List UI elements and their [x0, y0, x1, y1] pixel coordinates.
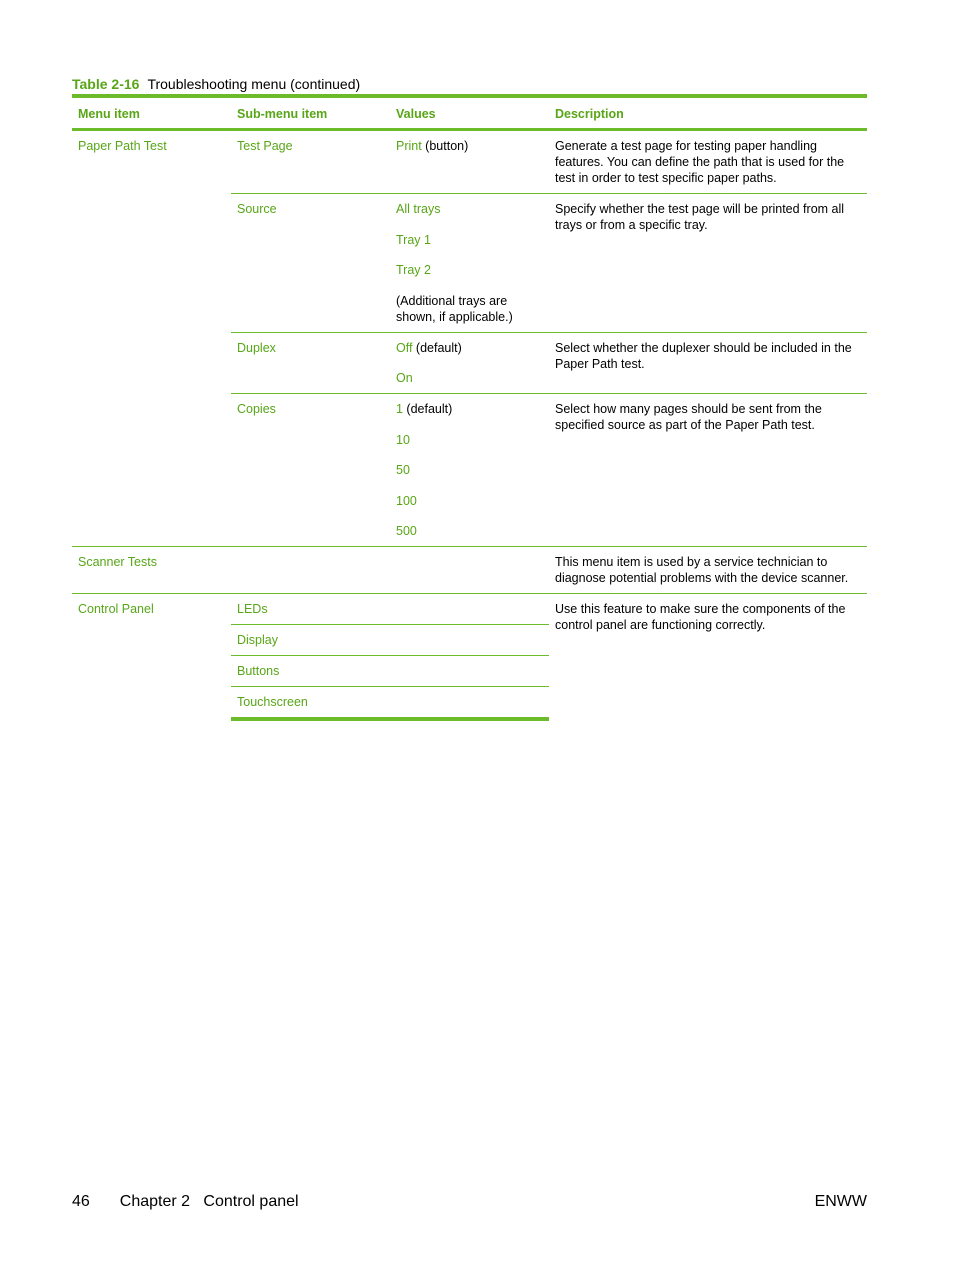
- value-cell: [390, 394, 549, 547]
- value-1-link[interactable]: 1: [396, 402, 403, 416]
- value-print-link[interactable]: Print: [396, 139, 422, 153]
- sub-duplex[interactable]: Duplex: [231, 332, 390, 394]
- value-1-default: (default): [402, 402, 453, 416]
- table-header-row: [72, 96, 867, 130]
- menu-paper-path-test[interactable]: Paper Path Test: [72, 130, 231, 547]
- description-copies: Select how many pages should be sent from the specified source as part of the Paper Path test.: [549, 394, 867, 547]
- value-cell: [390, 194, 549, 333]
- sub-source[interactable]: Source: [231, 194, 390, 333]
- menu-scanner-tests[interactable]: Scanner Tests: [72, 547, 231, 594]
- empty-cell: [390, 687, 549, 720]
- value-50[interactable]: 50: [396, 463, 410, 477]
- description-test-page: Generate a test page for testing paper handling features. You can define the path that is used for the test in order to test specific paper paths.: [549, 130, 867, 194]
- sub-copies[interactable]: Copies: [231, 394, 390, 547]
- empty-cell: [390, 547, 549, 594]
- sub-touchscreen[interactable]: Touchscreen: [231, 687, 390, 720]
- value-100[interactable]: 100: [396, 493, 417, 508]
- header-sub-menu-item: Sub-menu item: [237, 107, 328, 121]
- menu-control-panel[interactable]: Control Panel: [78, 602, 154, 616]
- footer-enww: ENWW: [814, 1193, 867, 1210]
- value-cell: [390, 332, 549, 394]
- value-off-link[interactable]: Off: [396, 340, 413, 355]
- table-row: [72, 594, 867, 625]
- value-on[interactable]: On: [396, 371, 413, 385]
- page-footer: [72, 1192, 867, 1212]
- sub-display[interactable]: Display: [231, 625, 390, 656]
- empty-cell: [390, 656, 549, 687]
- table-title: Troubleshooting menu (continued): [147, 76, 361, 92]
- value-10[interactable]: 10: [396, 432, 410, 447]
- sub-leds[interactable]: LEDs: [231, 594, 390, 625]
- value-cell: [390, 130, 549, 194]
- chapter-title: Chapter 2 Control panel: [119, 1193, 299, 1210]
- value-500[interactable]: 500: [396, 524, 417, 538]
- value-tray-1[interactable]: Tray 1: [396, 232, 431, 247]
- description-scanner-tests: This menu item is used by a service technician to diagnose potential problems with the device scanner.: [549, 547, 867, 594]
- value-print-note: (button): [421, 139, 469, 153]
- value-tray-2[interactable]: Tray 2: [396, 263, 431, 277]
- value-all-trays[interactable]: All trays: [396, 202, 441, 216]
- table-row: [72, 130, 867, 194]
- page-number: 46: [72, 1193, 90, 1210]
- sub-test-page[interactable]: Test Page: [231, 130, 390, 194]
- description-source: Specify whether the test page will be printed from all trays or from a specific tray.: [549, 194, 867, 333]
- header-values: Values: [396, 107, 436, 121]
- empty-cell: [231, 547, 390, 594]
- value-off-default: (default): [412, 340, 462, 355]
- table-caption: [72, 75, 360, 93]
- table-number: Table 2-16: [72, 76, 140, 92]
- table-row: [72, 547, 867, 594]
- header-menu-item: Menu item: [78, 107, 140, 121]
- troubleshooting-table: [72, 94, 867, 721]
- header-description: Description: [555, 107, 624, 121]
- description-control-panel: Use this feature to make sure the components of the control panel are functioning correctly.: [555, 602, 846, 632]
- value-additional-trays-note: (Additional trays are shown, if applicable.): [396, 293, 513, 324]
- sub-buttons[interactable]: Buttons: [231, 656, 390, 687]
- empty-cell: [390, 625, 549, 656]
- description-duplex: Select whether the duplexer should be included in the Paper Path test.: [549, 332, 867, 394]
- empty-cell: [390, 594, 549, 625]
